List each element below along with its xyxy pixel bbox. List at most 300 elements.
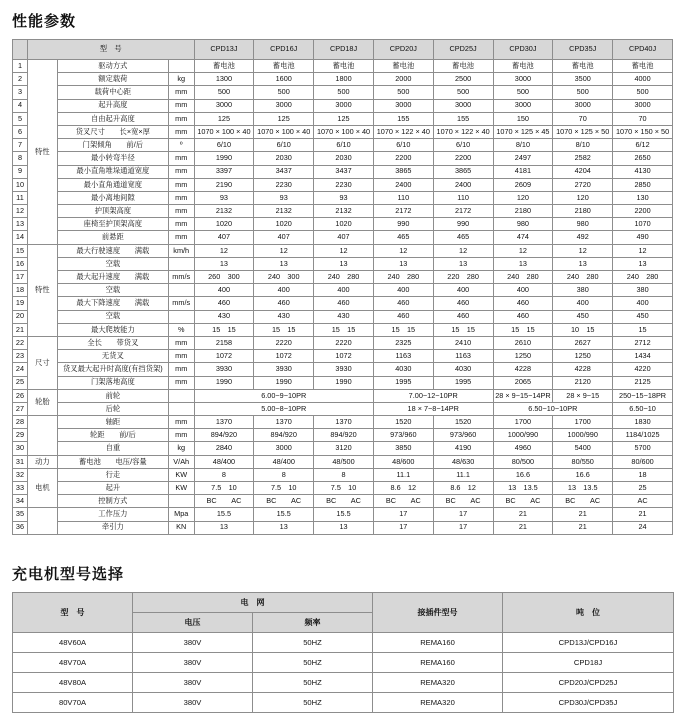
cell: 2582 — [553, 152, 613, 165]
cell: 990 — [373, 218, 433, 231]
cell: 12 — [373, 244, 433, 257]
row-index: 34 — [13, 495, 28, 508]
charger-voltage: 380V — [133, 652, 253, 672]
cell: 15 15 — [373, 323, 433, 336]
table-header-row — [13, 40, 673, 60]
charger-connector: REMA320 — [373, 692, 503, 712]
cell: 2850 — [613, 178, 673, 191]
cell: 7.5 10 — [314, 482, 374, 495]
row-unit: mm — [168, 363, 194, 376]
cell: 1072 — [314, 350, 374, 363]
charger-tonnage: CPD30J/CPD35J — [503, 692, 674, 712]
row-unit: mm — [168, 178, 194, 191]
row-unit: mm — [168, 165, 194, 178]
cell: 2627 — [553, 336, 613, 349]
cell: 2132 — [194, 205, 254, 218]
row-name: 前轮 — [57, 389, 168, 402]
row-index: 4 — [13, 99, 28, 112]
row-index: 11 — [13, 191, 28, 204]
cell: 1000/990 — [553, 429, 613, 442]
cell: 7.00−12−10PR — [373, 389, 493, 402]
cell: 2180 — [493, 205, 553, 218]
cell: 5700 — [613, 442, 673, 455]
cell: 15.5 — [314, 508, 374, 521]
cell: 13 — [373, 257, 433, 270]
row-unit: mm/s — [168, 271, 194, 284]
cell: 1070 × 125 × 50 — [553, 125, 613, 138]
table-row — [13, 652, 674, 672]
cell: 894/920 — [254, 429, 314, 442]
cell: 1300 — [194, 73, 254, 86]
group-motor: 电机 — [27, 468, 57, 508]
row-index: 5 — [13, 112, 28, 125]
cell: 2065 — [493, 376, 553, 389]
row-unit: V/Ah — [168, 455, 194, 468]
cell: 13 — [194, 521, 254, 534]
cell: 5400 — [553, 442, 613, 455]
row-unit: mm — [168, 218, 194, 231]
cell: 17 — [433, 521, 493, 534]
row-name: 前悬距 — [57, 231, 168, 244]
cell: 4220 — [613, 363, 673, 376]
cell: 8/10 — [493, 139, 553, 152]
row-index: 21 — [13, 323, 28, 336]
cell: 2712 — [613, 336, 673, 349]
charger-model: 48V80A — [13, 672, 133, 692]
row-name: 轴距 — [57, 416, 168, 429]
table-row — [13, 165, 673, 178]
table-row — [13, 205, 673, 218]
cell: 400 — [433, 284, 493, 297]
row-index: 25 — [13, 376, 28, 389]
cell: 2400 — [433, 178, 493, 191]
cell: 48/400 — [194, 455, 254, 468]
charger-voltage: 380V — [133, 672, 253, 692]
cell: 13 — [613, 257, 673, 270]
cell: 6.50−10−10PR — [493, 402, 613, 415]
cell: 1520 — [433, 416, 493, 429]
cell: 400 — [613, 297, 673, 310]
row-unit: mm — [168, 205, 194, 218]
cell: 1600 — [254, 73, 314, 86]
table-row — [13, 152, 673, 165]
cell: 120 — [553, 191, 613, 204]
table-row — [13, 125, 673, 138]
row-index: 17 — [13, 271, 28, 284]
cell: 2132 — [254, 205, 314, 218]
cell: 450 — [553, 310, 613, 323]
row-unit: mm — [168, 191, 194, 204]
cell: 894/920 — [194, 429, 254, 442]
row-name: 控制方式 — [57, 495, 168, 508]
cell: 500 — [553, 86, 613, 99]
charger-tonnage: CPD20J/CPD25J — [503, 672, 674, 692]
cell: 250−15−18PR — [613, 389, 673, 402]
cell: 1072 — [194, 350, 254, 363]
cell: 15.5 — [254, 508, 314, 521]
cell: 150 — [493, 112, 553, 125]
cell: 500 — [433, 86, 493, 99]
cell: BC AC — [254, 495, 314, 508]
row-name: 空载 — [57, 257, 168, 270]
cell: 蓄电池 — [433, 60, 493, 73]
table-row — [13, 508, 673, 521]
table-row — [13, 692, 674, 712]
cell: 1700 — [553, 416, 613, 429]
cell: 465 — [433, 231, 493, 244]
cell: 500 — [613, 86, 673, 99]
table-row — [13, 455, 673, 468]
cell: 125 — [194, 112, 254, 125]
row-index: 20 — [13, 310, 28, 323]
cell: 17 — [373, 508, 433, 521]
table-row — [13, 112, 673, 125]
cell: 13 — [254, 521, 314, 534]
row-name: 货叉最大起升时高度(有挡货架) — [57, 363, 168, 376]
cell: 407 — [254, 231, 314, 244]
cell: 894/920 — [314, 429, 374, 442]
charger-header-voltage: 电压 — [133, 612, 253, 632]
cell: 240 280 — [493, 271, 553, 284]
charger-model: 48V60A — [13, 632, 133, 652]
row-unit: º — [168, 139, 194, 152]
row-index: 15 — [13, 244, 28, 257]
header-model-3: CPD20J — [373, 40, 433, 60]
cell: 80/550 — [553, 455, 613, 468]
cell: 6/10 — [433, 139, 493, 152]
table-row — [13, 257, 673, 270]
cell: 8 — [254, 468, 314, 481]
cell: 1434 — [613, 350, 673, 363]
cell: 407 — [194, 231, 254, 244]
charger-model: 80V70A — [13, 692, 133, 712]
group-blank-2 — [27, 508, 57, 534]
charger-selection-table — [12, 592, 674, 713]
row-name: 工作压力 — [57, 508, 168, 521]
row-unit — [168, 495, 194, 508]
cell: 3000 — [254, 99, 314, 112]
row-index: 3 — [13, 86, 28, 99]
table-row — [13, 99, 673, 112]
cell: 2200 — [433, 152, 493, 165]
row-unit — [168, 310, 194, 323]
table-row — [13, 310, 673, 323]
cell: 155 — [433, 112, 493, 125]
cell: 28 × 9−15 — [553, 389, 613, 402]
cell: 70 — [553, 112, 613, 125]
row-name: 最小直角通道宽度 — [57, 178, 168, 191]
row-name: 最小离地间隙 — [57, 191, 168, 204]
row-name: 后轮 — [57, 402, 168, 415]
cell: 460 — [314, 297, 374, 310]
cell: 3930 — [314, 363, 374, 376]
table-row — [13, 442, 673, 455]
cell: 2125 — [613, 376, 673, 389]
cell: 155 — [373, 112, 433, 125]
table-row — [13, 60, 673, 73]
row-index: 22 — [13, 336, 28, 349]
cell: 15 15 — [433, 323, 493, 336]
row-name: 驱动方式 — [57, 60, 168, 73]
cell: 460 — [373, 297, 433, 310]
table-row — [13, 350, 673, 363]
cell: 1163 — [433, 350, 493, 363]
charger-tonnage: CPD18J — [503, 652, 674, 672]
cell: 6.00−9−10PR — [194, 389, 373, 402]
cell: 4190 — [433, 442, 493, 455]
table-row — [13, 323, 673, 336]
row-index: 24 — [13, 363, 28, 376]
cell: 3850 — [373, 442, 433, 455]
row-unit: km/h — [168, 244, 194, 257]
cell: 1072 — [254, 350, 314, 363]
cell: 460 — [373, 310, 433, 323]
cell: 3000 — [314, 99, 374, 112]
cell: 13 13.5 — [493, 482, 553, 495]
cell: 10 15 — [553, 323, 613, 336]
cell: 2650 — [613, 152, 673, 165]
cell: 3865 — [373, 165, 433, 178]
cell: 12 — [314, 244, 374, 257]
cell: 7.5 10 — [254, 482, 314, 495]
cell: 973/960 — [373, 429, 433, 442]
cell: 12 — [194, 244, 254, 257]
cell: 2172 — [373, 205, 433, 218]
cell: 1070 — [613, 218, 673, 231]
cell: 1250 — [553, 350, 613, 363]
cell: 6/10 — [254, 139, 314, 152]
cell: 4228 — [493, 363, 553, 376]
cell: 460 — [433, 310, 493, 323]
cell: 12 — [493, 244, 553, 257]
cell: 48/400 — [254, 455, 314, 468]
row-unit: mm — [168, 99, 194, 112]
row-name: 牵引力 — [57, 521, 168, 534]
cell: 1995 — [373, 376, 433, 389]
cell: 2030 — [254, 152, 314, 165]
table-row — [13, 284, 673, 297]
cell: 11.1 — [373, 468, 433, 481]
section-spacer — [0, 535, 685, 553]
row-unit: % — [168, 323, 194, 336]
cell: 1995 — [433, 376, 493, 389]
cell: BC AC — [194, 495, 254, 508]
header-model-label: 型 号 — [27, 40, 194, 60]
row-name: 蓄电池 电压/容量 — [57, 455, 168, 468]
cell: 4030 — [433, 363, 493, 376]
cell: 15 15 — [194, 323, 254, 336]
row-index: 29 — [13, 429, 28, 442]
cell: 蓄电池 — [194, 60, 254, 73]
cell: 3000 — [194, 99, 254, 112]
cell: 1184/1025 — [613, 429, 673, 442]
cell: 6/10 — [194, 139, 254, 152]
row-index: 28 — [13, 416, 28, 429]
cell: 240 300 — [254, 271, 314, 284]
header-model-4: CPD25J — [433, 40, 493, 60]
cell: 15 — [613, 323, 673, 336]
cell: 990 — [433, 218, 493, 231]
cell: 15 15 — [314, 323, 374, 336]
cell: 2180 — [553, 205, 613, 218]
cell: 15 15 — [254, 323, 314, 336]
cell: 400 — [194, 284, 254, 297]
cell: 93 — [314, 191, 374, 204]
header-index — [13, 40, 28, 60]
row-unit: Mpa — [168, 508, 194, 521]
cell: 1000/990 — [493, 429, 553, 442]
cell: 400 — [254, 284, 314, 297]
cell: 4030 — [373, 363, 433, 376]
cell: 130 — [613, 191, 673, 204]
cell: 2410 — [433, 336, 493, 349]
table-row — [13, 139, 673, 152]
cell: 2030 — [314, 152, 374, 165]
cell: 4204 — [553, 165, 613, 178]
cell: 13 — [493, 257, 553, 270]
table-row — [13, 297, 673, 310]
row-name: 轮距 前/后 — [57, 429, 168, 442]
cell: 21 — [493, 508, 553, 521]
table-row — [13, 416, 673, 429]
cell: 6.50−10 — [613, 402, 673, 415]
cell: 980 — [553, 218, 613, 231]
cell: 2158 — [194, 336, 254, 349]
charger-header-grid: 电 网 — [133, 592, 373, 612]
charger-frequency: 50HZ — [253, 692, 373, 712]
cell: 2120 — [553, 376, 613, 389]
cell: 3865 — [433, 165, 493, 178]
cell: 2000 — [373, 73, 433, 86]
table-row — [13, 389, 673, 402]
cell: 15.5 — [194, 508, 254, 521]
group-characteristics: 特性 — [27, 60, 57, 245]
row-unit — [168, 402, 194, 415]
cell: 2400 — [373, 178, 433, 191]
cell: 980 — [493, 218, 553, 231]
cell: 120 — [493, 191, 553, 204]
row-unit: mm — [168, 86, 194, 99]
cell: 1163 — [373, 350, 433, 363]
row-name: 载荷中心距 — [57, 86, 168, 99]
row-name: 货叉尺寸 长×宽×厚 — [57, 125, 168, 138]
cell: 4228 — [553, 363, 613, 376]
cell: 500 — [373, 86, 433, 99]
cell: 8.6 12 — [433, 482, 493, 495]
row-name: 额定载荷 — [57, 73, 168, 86]
cell: 13 13.5 — [553, 482, 613, 495]
row-name: 空载 — [57, 310, 168, 323]
cell: 110 — [373, 191, 433, 204]
cell: BC AC — [553, 495, 613, 508]
charger-header-frequency: 频率 — [253, 612, 373, 632]
table-row — [13, 363, 673, 376]
cell: 3000 — [493, 99, 553, 112]
row-name: 最小直角堆垛通道宽度 — [57, 165, 168, 178]
cell: 2500 — [433, 73, 493, 86]
cell: BC AC — [314, 495, 374, 508]
cell: 500 — [314, 86, 374, 99]
cell: 4181 — [493, 165, 553, 178]
row-index: 36 — [13, 521, 28, 534]
cell: 7.5 10 — [194, 482, 254, 495]
cell: 蓄电池 — [493, 60, 553, 73]
cell: 2325 — [373, 336, 433, 349]
table-row — [13, 482, 673, 495]
cell: 15 15 — [493, 323, 553, 336]
row-name: 自由起升高度 — [57, 112, 168, 125]
group-tyre: 轮胎 — [27, 389, 57, 415]
row-unit: KW — [168, 468, 194, 481]
cell: 125 — [254, 112, 314, 125]
cell: AC — [613, 495, 673, 508]
cell: 13 — [314, 521, 374, 534]
charger-frequency: 50HZ — [253, 672, 373, 692]
table-row — [13, 244, 673, 257]
cell: 18 — [613, 468, 673, 481]
cell: 1070 × 100 × 40 — [254, 125, 314, 138]
cell: 2220 — [254, 336, 314, 349]
cell: 24 — [613, 521, 673, 534]
cell: 125 — [314, 112, 374, 125]
table-row — [13, 429, 673, 442]
charger-connector: REMA320 — [373, 672, 503, 692]
row-name: 起升高度 — [57, 99, 168, 112]
row-index: 13 — [13, 218, 28, 231]
row-unit: mm — [168, 429, 194, 442]
row-unit: mm — [168, 350, 194, 363]
row-unit: mm — [168, 376, 194, 389]
cell: 70 — [613, 112, 673, 125]
cell: 2190 — [194, 178, 254, 191]
cell: 13 — [194, 257, 254, 270]
cell: 4130 — [613, 165, 673, 178]
cell: 2200 — [373, 152, 433, 165]
cell: 21 — [493, 521, 553, 534]
page-title-charger: 充电机型号选择 — [12, 565, 125, 583]
row-unit — [168, 284, 194, 297]
cell: BC AC — [433, 495, 493, 508]
cell: 3000 — [493, 73, 553, 86]
cell: 6/10 — [314, 139, 374, 152]
row-index: 12 — [13, 205, 28, 218]
charger-frequency: 50HZ — [253, 652, 373, 672]
cell: 6/10 — [373, 139, 433, 152]
row-name: 最大下降速度 满载 — [57, 297, 168, 310]
cell: 3930 — [254, 363, 314, 376]
cell: 12 — [553, 244, 613, 257]
cell: 3000 — [433, 99, 493, 112]
cell: 1020 — [314, 218, 374, 231]
cell: 16.6 — [553, 468, 613, 481]
cell: 93 — [254, 191, 314, 204]
table-row — [13, 336, 673, 349]
cell: 400 — [553, 297, 613, 310]
cell: 460 — [254, 297, 314, 310]
cell: 21 — [553, 521, 613, 534]
cell: 3437 — [314, 165, 374, 178]
header-model-6: CPD35J — [553, 40, 613, 60]
cell: 1020 — [194, 218, 254, 231]
group-dimensions: 尺寸 — [27, 336, 57, 389]
cell: 2497 — [493, 152, 553, 165]
cell: 1370 — [314, 416, 374, 429]
charger-voltage: 380V — [133, 692, 253, 712]
row-index: 27 — [13, 402, 28, 415]
table-row — [13, 495, 673, 508]
row-name: 门架倾角 前/后 — [57, 139, 168, 152]
cell: 蓄电池 — [373, 60, 433, 73]
